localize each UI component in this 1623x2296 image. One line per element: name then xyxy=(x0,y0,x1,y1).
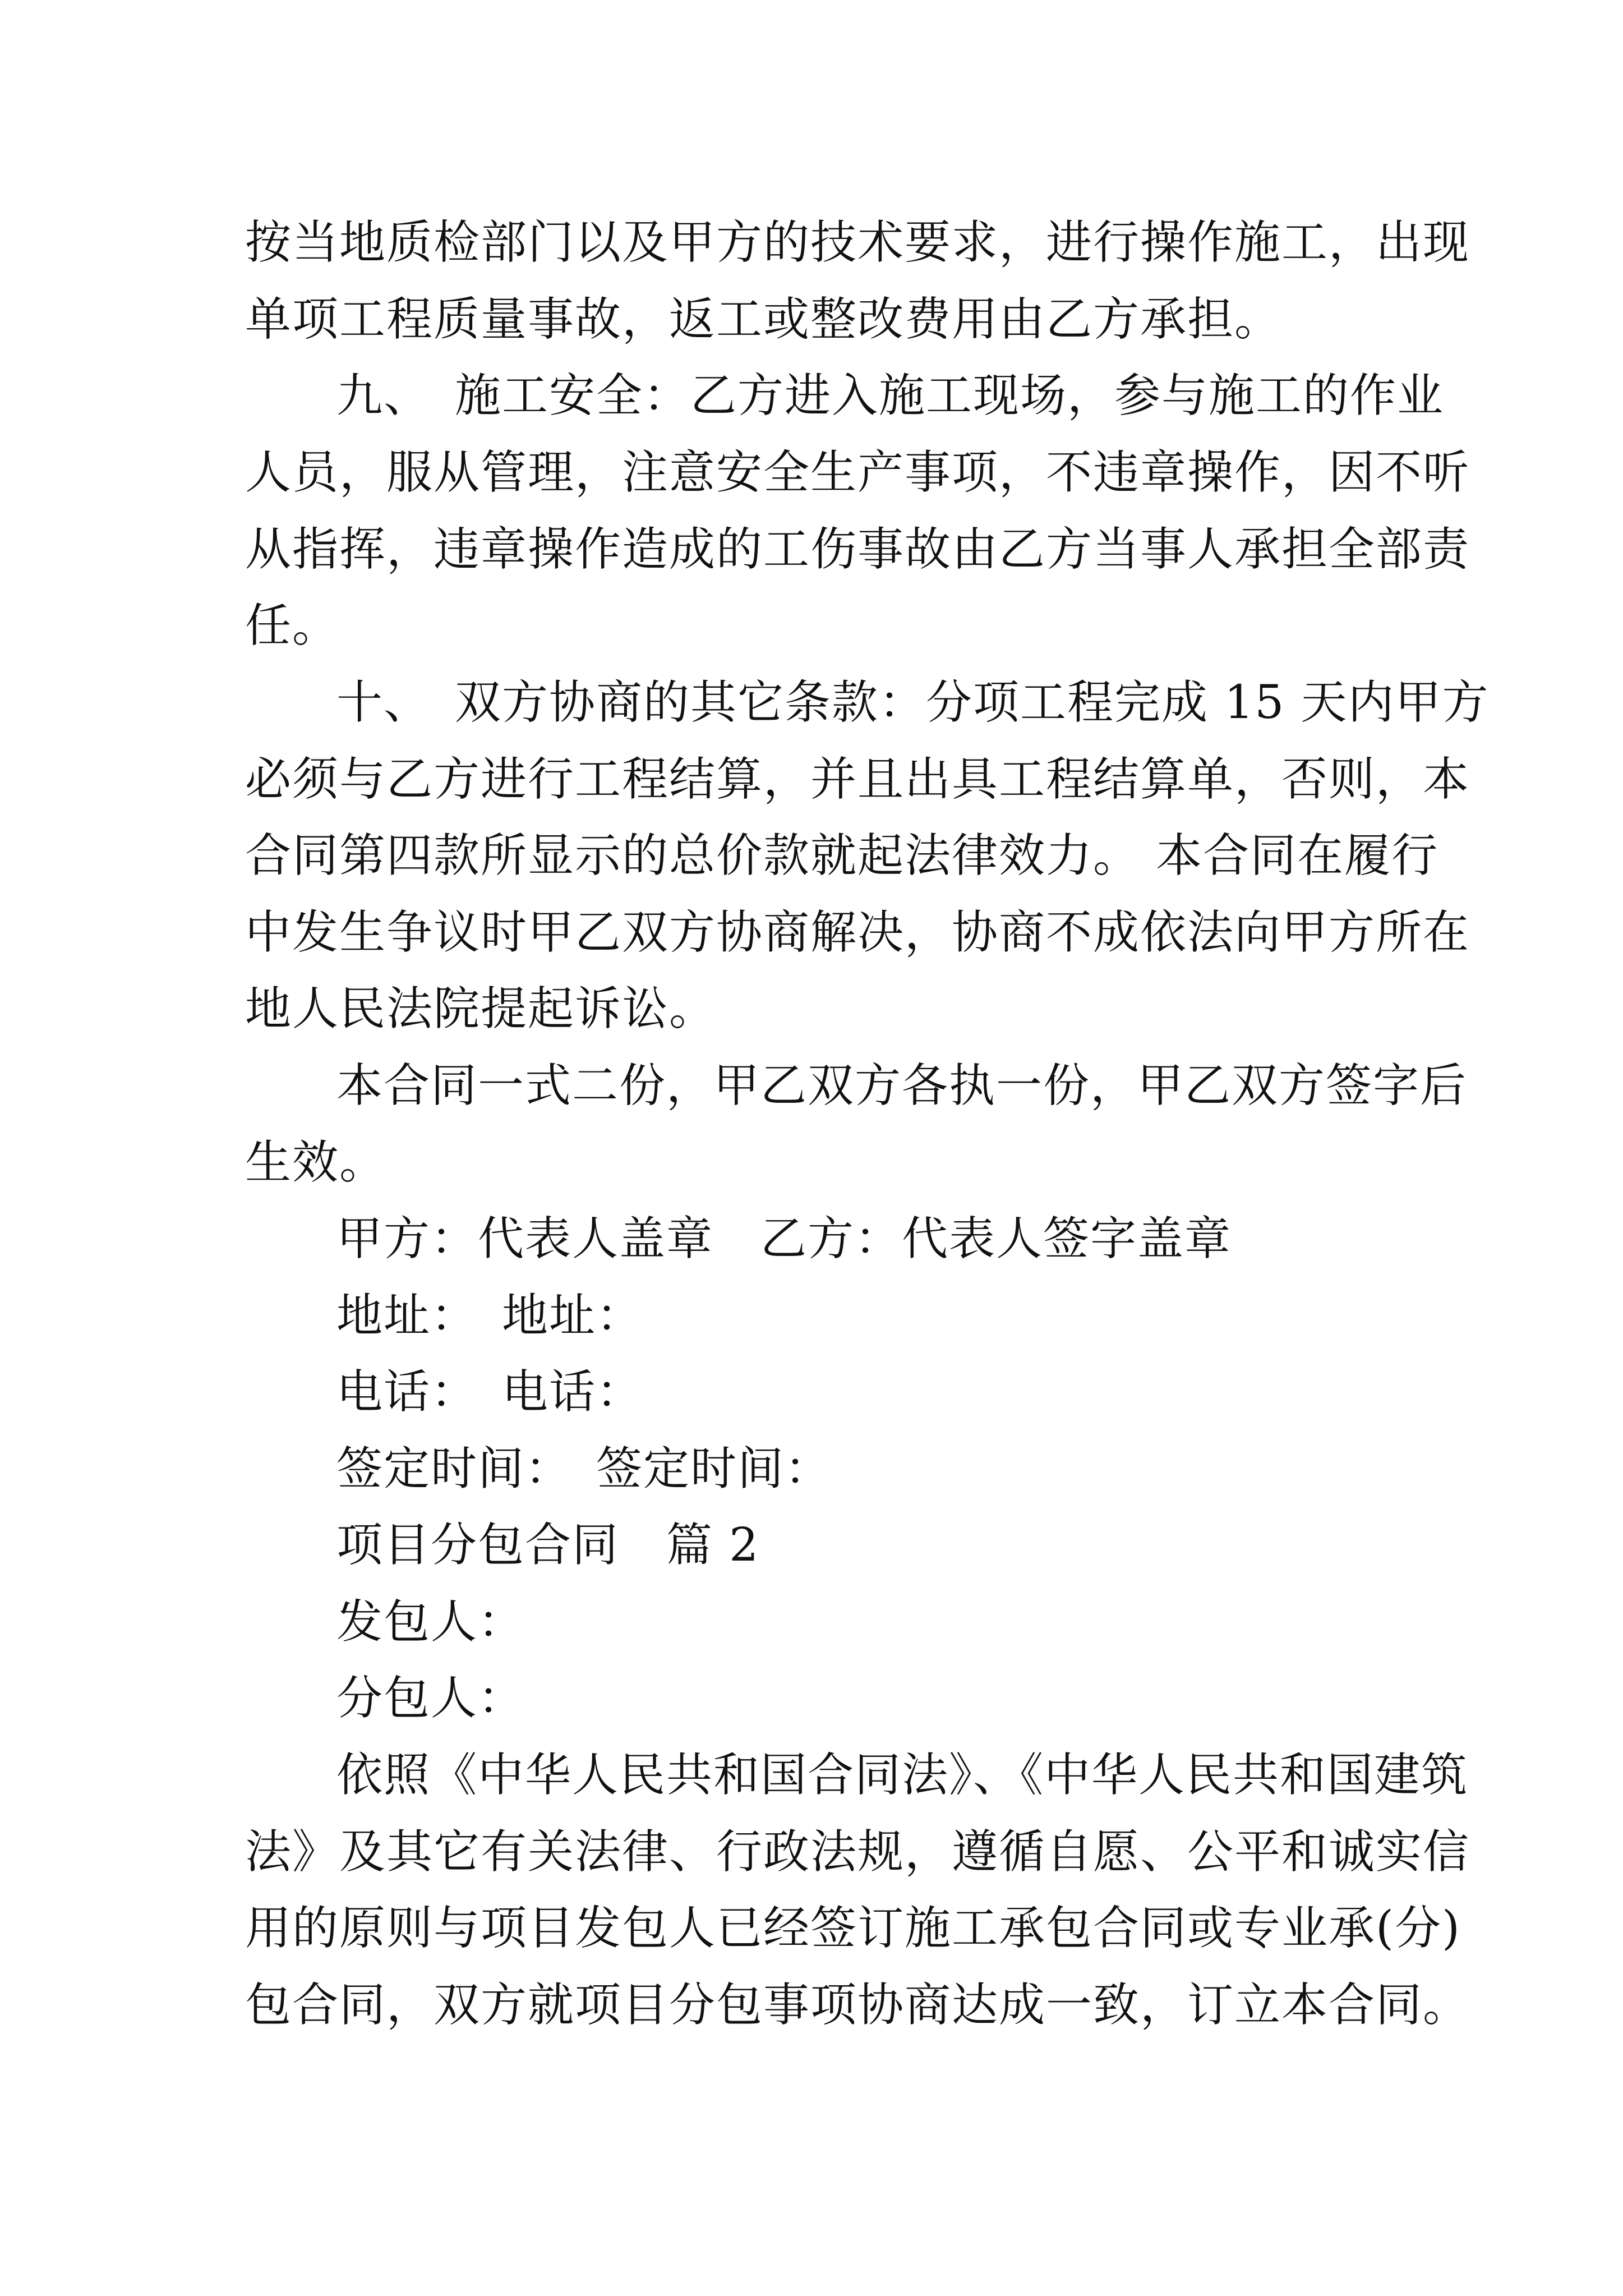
text-line: 必须与乙方进行工程结算，并且出具工程结算单，否则，本 xyxy=(245,753,1470,806)
signature-parties-line: 甲方：代表人盖章 乙方：代表人签字盖章 xyxy=(336,1212,1232,1266)
text-line: 合同第四款所显示的总价款就起法律效力。 本合同在履行 xyxy=(245,829,1439,882)
text-line: 地人民法院提起诉讼。 xyxy=(245,982,717,1036)
clause-9-heading-line: 九、 施工安全：乙方进入施工现场，参与施工的作业 xyxy=(336,369,1445,422)
clause-10-heading-line: 十、 双方协商的其它条款：分项工程完成 15 天内甲方 xyxy=(336,676,1490,729)
employer-line: 发包人： xyxy=(336,1595,525,1649)
text-line: 包合同，双方就项目分包事项协商达成一致，订立本合同。 xyxy=(245,1978,1470,2032)
text-line: 本合同一式二份，甲乙双方各执一份，甲乙双方签字后 xyxy=(336,1059,1468,1112)
text-line: 按当地质检部门以及甲方的技术要求，进行操作施工，出现 xyxy=(245,216,1470,269)
text-line: 中发生争议时甲乙双方协商解决，协商不成依法向甲方所在 xyxy=(245,906,1470,959)
signing-date-line: 签定时间： 签定时间： xyxy=(336,1442,832,1496)
text-line: 人员，服从管理，注意安全生产事项，不违章操作，因不听 xyxy=(245,446,1470,499)
text-line: 单项工程质量事故，返工或整改费用由乙方承担。 xyxy=(245,293,1282,346)
text-line: 任。 xyxy=(245,599,340,652)
phone-line: 电话： 电话： xyxy=(336,1365,644,1419)
text-line: 法》及其它有关法律、行政法规，遵循自愿、公平和诚实信 xyxy=(245,1825,1470,1879)
text-line: 用的原则与项目发包人已经签订施工承包合同或专业承(分) xyxy=(245,1902,1461,1955)
address-line: 地址： 地址： xyxy=(336,1289,644,1342)
text-line: 依照《中华人民共和国合同法》、《中华人民共和国建筑 xyxy=(336,1749,1469,1802)
text-line: 生效。 xyxy=(245,1136,387,1189)
text-line: 从指挥，违章操作造成的工伤事故由乙方当事人承担全部责 xyxy=(245,523,1470,576)
contract-title-line: 项目分包合同 篇 2 xyxy=(336,1519,760,1572)
subcontractor-line: 分包人： xyxy=(336,1672,525,1725)
